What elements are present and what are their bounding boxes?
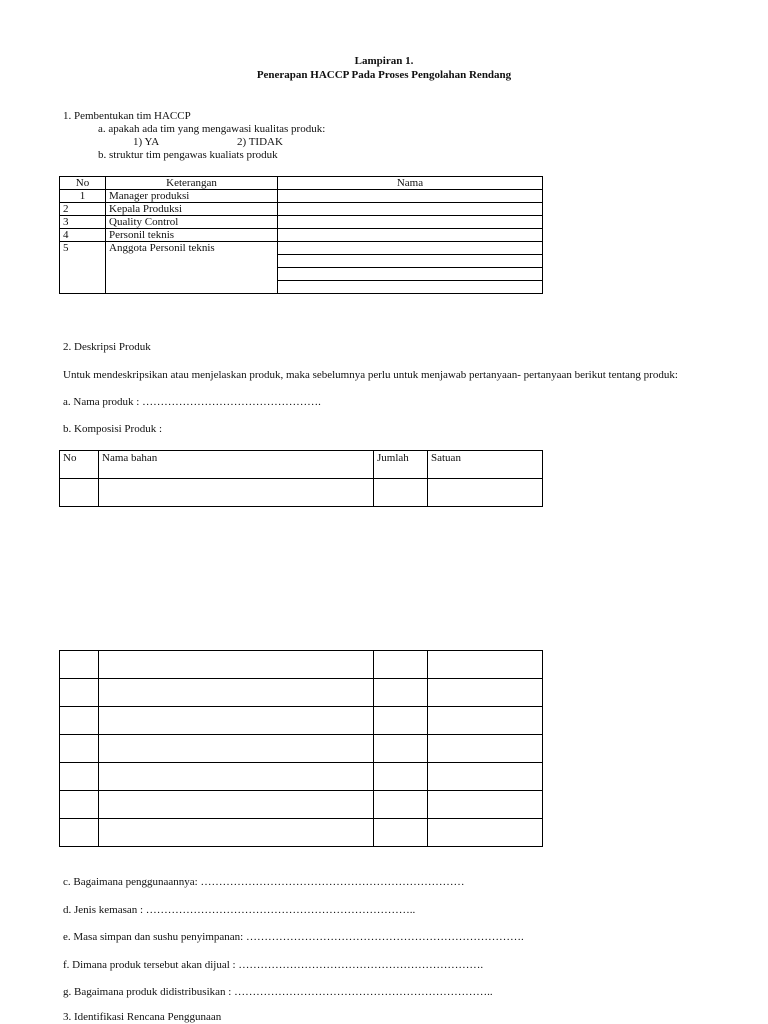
table-row bbox=[60, 242, 543, 255]
col-header-satuan: Satuan bbox=[428, 451, 543, 479]
cell-nama[interactable] bbox=[278, 203, 543, 216]
cell-nama-bahan[interactable] bbox=[99, 651, 374, 679]
cell-nama[interactable] bbox=[278, 242, 543, 255]
cell-jumlah[interactable] bbox=[374, 791, 428, 819]
cell-satuan[interactable] bbox=[428, 819, 543, 847]
cell-nama-bahan[interactable] bbox=[99, 707, 374, 735]
cell-no[interactable] bbox=[60, 763, 99, 791]
usage-field: c. Bagaimana penggunaannya: ……………………………………………………………… bbox=[63, 876, 465, 888]
section2-intro: Untuk mendeskripsikan atau menjelaskan produk, maka sebelumnya perlu untuk menjawab pertanyaan- pertanyaan berikut tentang produk: bbox=[63, 369, 678, 381]
table-header-row bbox=[60, 451, 543, 479]
cell-satuan[interactable] bbox=[428, 791, 543, 819]
section1-question-a: a. apakah ada tim yang mengawasi kualitas produk: bbox=[98, 123, 326, 135]
composition-table bbox=[59, 450, 543, 507]
team-table bbox=[59, 176, 543, 294]
cell-nama[interactable] bbox=[278, 190, 543, 203]
cell-no[interactable] bbox=[60, 479, 99, 507]
cell-keterangan: Quality Control bbox=[106, 216, 278, 229]
composition-label: b. Komposisi Produk : bbox=[63, 423, 163, 435]
cell-no: 5 bbox=[60, 242, 106, 294]
col-header-nama-bahan: Nama bahan bbox=[99, 451, 374, 479]
col-header-keterangan: Keterangan bbox=[106, 177, 278, 190]
col-header-nama: Nama bbox=[278, 177, 543, 190]
packaging-field: d. Jenis kemasan : ……………………………………………………………….. bbox=[63, 904, 416, 916]
table-row bbox=[60, 479, 543, 507]
section3-heading: 3. Identifikasi Rencana Penggunaan bbox=[63, 1011, 222, 1023]
table-row bbox=[60, 679, 543, 707]
cell-nama-bahan[interactable] bbox=[99, 763, 374, 791]
section1-question-b: b. struktur tim pengawas kualiats produk bbox=[98, 149, 278, 161]
cell-nama[interactable] bbox=[278, 216, 543, 229]
cell-satuan[interactable] bbox=[428, 735, 543, 763]
cell-no[interactable] bbox=[60, 735, 99, 763]
col-header-no: No bbox=[60, 451, 99, 479]
cell-keterangan: Kepala Produksi bbox=[106, 203, 278, 216]
cell-satuan[interactable] bbox=[428, 651, 543, 679]
cell-no[interactable] bbox=[60, 707, 99, 735]
sales-location-field: f. Dimana produk tersebut akan dijual : …………………………………………………………. bbox=[63, 959, 484, 971]
cell-jumlah[interactable] bbox=[374, 707, 428, 735]
cell-satuan[interactable] bbox=[428, 479, 543, 507]
cell-no[interactable] bbox=[60, 651, 99, 679]
document-subtitle: Penerapan HACCP Pada Proses Pengolahan Rendang bbox=[256, 69, 512, 81]
table-row bbox=[60, 216, 543, 229]
cell-jumlah[interactable] bbox=[374, 679, 428, 707]
cell-nama[interactable] bbox=[278, 268, 543, 281]
table-row bbox=[60, 651, 543, 679]
cell-no: 1 bbox=[60, 190, 106, 203]
table-row bbox=[60, 707, 543, 735]
cell-satuan[interactable] bbox=[428, 679, 543, 707]
cell-satuan[interactable] bbox=[428, 707, 543, 735]
table-row bbox=[60, 190, 543, 203]
document-title: Lampiran 1. bbox=[354, 55, 414, 67]
cell-no: 4 bbox=[60, 229, 106, 242]
cell-jumlah[interactable] bbox=[374, 479, 428, 507]
cell-jumlah[interactable] bbox=[374, 651, 428, 679]
cell-nama-bahan[interactable] bbox=[99, 819, 374, 847]
cell-jumlah[interactable] bbox=[374, 735, 428, 763]
table-header-row bbox=[60, 177, 543, 190]
cell-no[interactable] bbox=[60, 819, 99, 847]
cell-nama[interactable] bbox=[278, 281, 543, 294]
section2-heading: 2. Deskripsi Produk bbox=[63, 341, 151, 353]
cell-jumlah[interactable] bbox=[374, 819, 428, 847]
distribution-field: g. Bagaimana produk didistribusikan : …………………………………………………………….. bbox=[63, 986, 493, 998]
cell-no[interactable] bbox=[60, 791, 99, 819]
option-tidak: 2) TIDAK bbox=[237, 136, 283, 148]
cell-satuan[interactable] bbox=[428, 763, 543, 791]
product-name-field: a. Nama produk : …………………………………………. bbox=[63, 396, 321, 408]
composition-table-continued bbox=[59, 650, 543, 847]
cell-keterangan: Anggota Personil teknis bbox=[106, 242, 278, 294]
cell-nama[interactable] bbox=[278, 229, 543, 242]
table-row bbox=[60, 791, 543, 819]
col-header-jumlah: Jumlah bbox=[374, 451, 428, 479]
cell-nama[interactable] bbox=[278, 255, 543, 268]
table-row bbox=[60, 735, 543, 763]
col-header-no: No bbox=[60, 177, 106, 190]
cell-nama-bahan[interactable] bbox=[99, 735, 374, 763]
option-ya: 1) YA bbox=[133, 136, 160, 148]
section1-heading: 1. Pembentukan tim HACCP bbox=[63, 110, 191, 122]
cell-no: 3 bbox=[60, 216, 106, 229]
table-row bbox=[60, 819, 543, 847]
shelf-life-field: e. Masa simpan dan sushu penyimpanan: …………………………………………………………………. bbox=[63, 931, 524, 943]
table-row bbox=[60, 229, 543, 242]
cell-keterangan: Personil teknis bbox=[106, 229, 278, 242]
table-row bbox=[60, 203, 543, 216]
cell-no: 2 bbox=[60, 203, 106, 216]
cell-no[interactable] bbox=[60, 679, 99, 707]
cell-jumlah[interactable] bbox=[374, 763, 428, 791]
cell-nama-bahan[interactable] bbox=[99, 791, 374, 819]
cell-nama-bahan[interactable] bbox=[99, 679, 374, 707]
cell-keterangan: Manager produksi bbox=[106, 190, 278, 203]
table-row bbox=[60, 763, 543, 791]
cell-nama-bahan[interactable] bbox=[99, 479, 374, 507]
